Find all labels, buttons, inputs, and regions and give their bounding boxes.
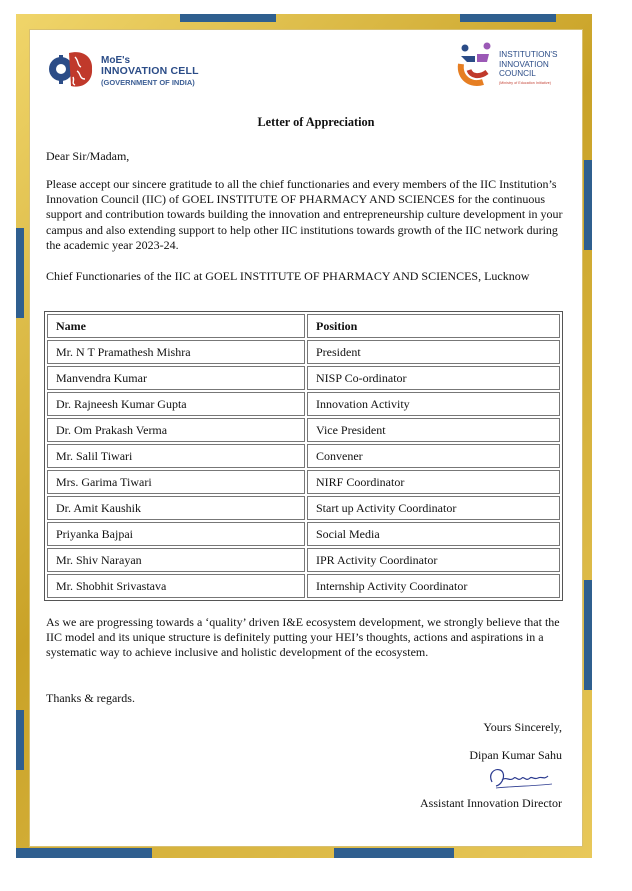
cell-name: Mr. Shiv Narayan — [47, 548, 305, 572]
iic-logo — [457, 42, 567, 90]
cell-name: Mr. Shobhit Srivastava — [47, 574, 305, 598]
table-row — [47, 574, 560, 598]
cell-position: Vice President — [307, 418, 560, 442]
iic-logo-line2: INNOVATION — [499, 59, 549, 69]
cell-position: President — [307, 340, 560, 364]
table-row — [47, 470, 560, 494]
table-header-row — [47, 314, 560, 338]
table-row — [47, 392, 560, 416]
column-header-position: Position — [307, 314, 560, 338]
cell-name: Dr. Rajneesh Kumar Gupta — [47, 392, 305, 416]
border-accent — [334, 848, 454, 858]
salutation: Dear Sir/Madam, — [46, 149, 130, 163]
moe-logo-text — [101, 55, 199, 88]
moe-logo-line2: INNOVATION CELL — [101, 65, 199, 77]
cell-position: Social Media — [307, 522, 560, 546]
moe-logo-line3: (GOVERNMENT OF INDIA) — [101, 78, 195, 87]
border-accent — [180, 14, 276, 22]
cell-position: Start up Activity Coordinator — [307, 496, 560, 520]
border-accent — [584, 580, 592, 690]
cell-name: Mr. Salil Tiwari — [47, 444, 305, 468]
cell-position: Innovation Activity — [307, 392, 560, 416]
cell-name: Dr. Amit Kaushik — [47, 496, 305, 520]
cell-name: Manvendra Kumar — [47, 366, 305, 390]
brain-gear-icon — [47, 47, 95, 92]
table-row — [47, 444, 560, 468]
iic-logo-line3: COUNCIL — [499, 69, 536, 78]
cell-position: Internship Activity Coordinator — [307, 574, 560, 598]
letter-heading: Letter of Appreciation — [257, 115, 375, 129]
cell-position: NISP Co-ordinator — [307, 366, 560, 390]
cell-position: IPR Activity Coordinator — [307, 548, 560, 572]
moe-logo-line1: MoE's — [101, 55, 131, 66]
border-accent — [16, 848, 152, 858]
paragraph-functionaries: Chief Functionaries of the IIC at GOEL INSTITUTE OF PHARMACY AND SCIENCES, Lucknow — [46, 269, 530, 283]
cell-name: Priyanka Bajpai — [47, 522, 305, 546]
signatory-name: Dipan Kumar Sahu — [469, 748, 562, 762]
yours-sincerely: Yours Sincerely, — [483, 720, 562, 734]
iic-logo-text — [499, 50, 557, 88]
table-row — [47, 418, 560, 442]
iic-emblem-icon — [457, 42, 495, 88]
signatory-title: Assistant Innovation Director — [420, 796, 562, 810]
functionaries-table — [44, 311, 563, 601]
column-header-name: Name — [47, 314, 305, 338]
border-accent — [460, 14, 556, 22]
paragraph-ecosystem: As we are progressing towards a ‘quality’ driven I&E ecosystem development, we strongly believe that the IIC model and its unique structure is definitely putting your HEI’s thoughts, actions and aspirations in a systematic way to achieve inclusive and holistic development of the ecosystem. — [46, 615, 560, 660]
border-accent — [584, 160, 592, 250]
cell-position: Convener — [307, 444, 560, 468]
handwritten-signature — [486, 764, 556, 790]
cell-position: NIRF Coordinator — [307, 470, 560, 494]
border-accent — [16, 228, 24, 318]
cell-name: Dr. Om Prakash Verma — [47, 418, 305, 442]
iic-logo-line1: INSTITUTION'S — [499, 50, 558, 59]
table-row — [47, 522, 560, 546]
table-row — [47, 366, 560, 390]
border-accent — [16, 710, 24, 770]
table-row — [47, 548, 560, 572]
table-row — [47, 340, 560, 364]
cell-name: Mrs. Garima Tiwari — [47, 470, 305, 494]
closing-text: Thanks & regards. — [46, 691, 135, 705]
iic-logo-line4: (Ministry of Education Initiative) — [499, 80, 552, 85]
cell-name: Mr. N T Pramathesh Mishra — [47, 340, 305, 364]
table-row — [47, 496, 560, 520]
paragraph-gratitude: Please accept our sincere gratitude to all the chief functionaries and every members of the IIC Institution’s Innovation Council (IIC) of GOEL INSTITUTE OF PHARMACY AND SCIENCES for the continuous support and contribution towards building the innovation and entrepreneurship culture development in your campus and also extending support to help other IIC institutions towards growth of the IIC network during the academic year 2023-24. — [46, 177, 563, 252]
moe-innovation-cell-logo — [47, 47, 207, 92]
